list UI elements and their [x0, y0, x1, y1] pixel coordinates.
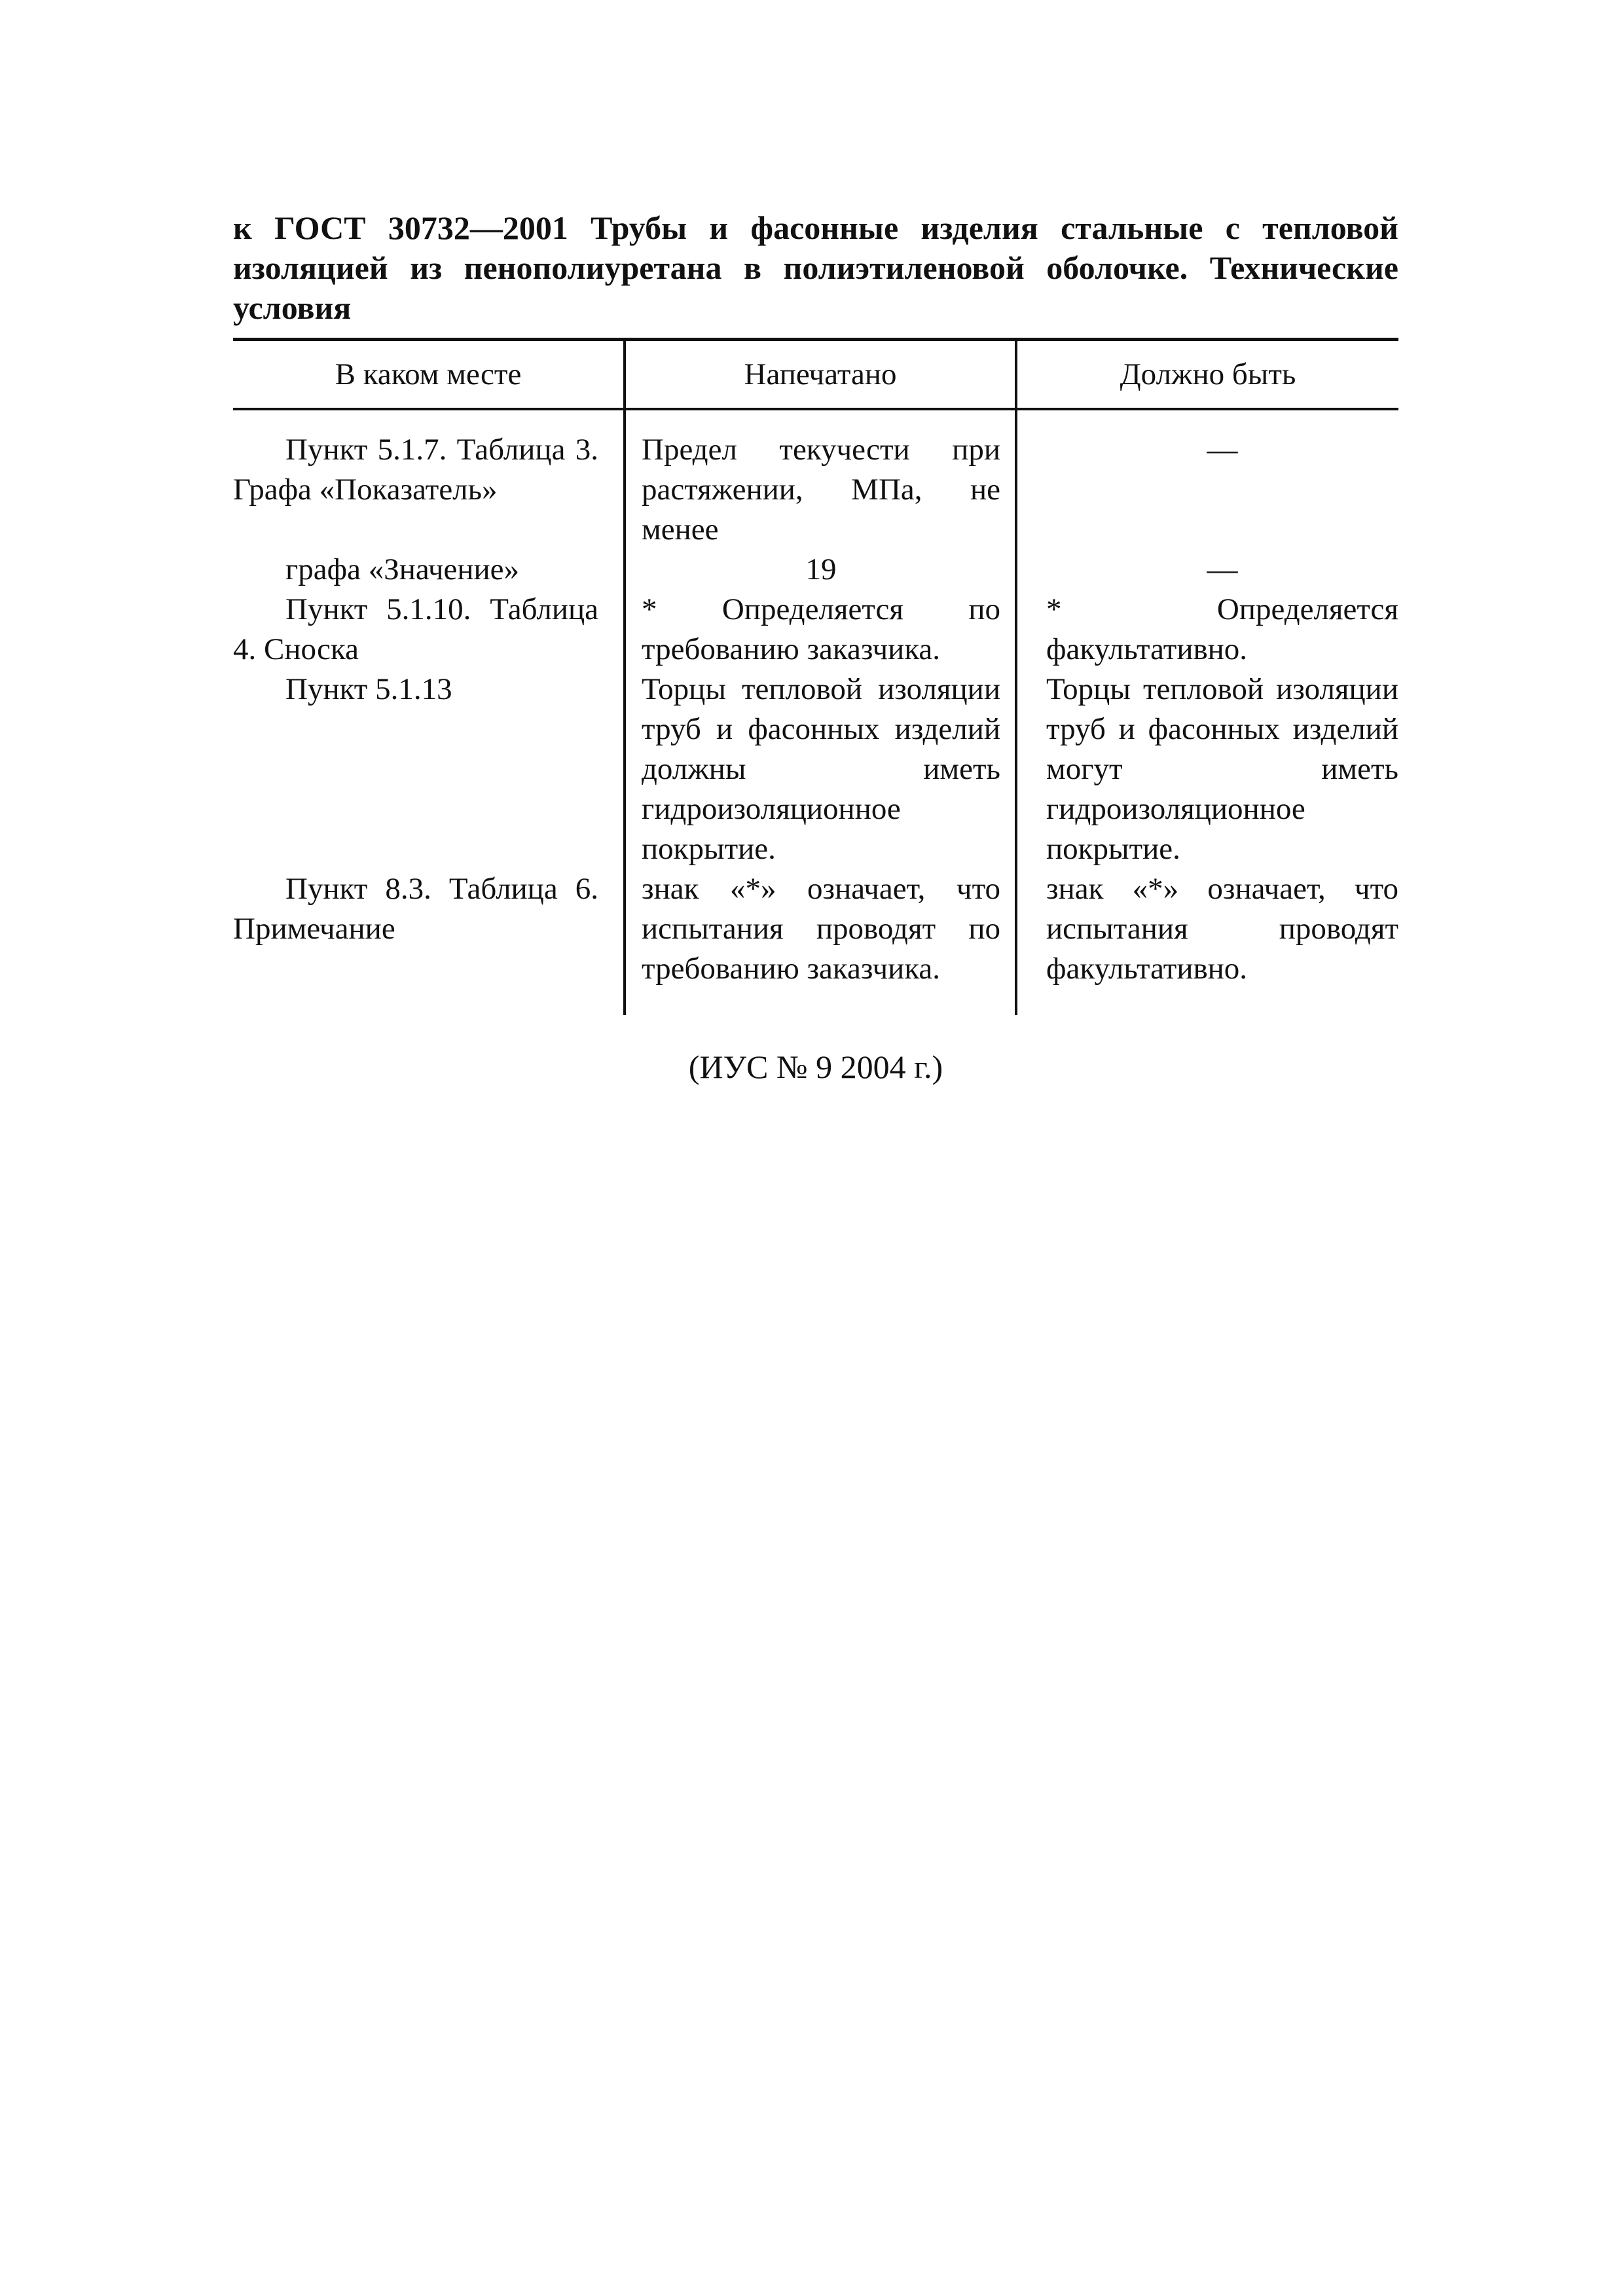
- row-location: графа «Значение»: [285, 552, 520, 586]
- table-row: [233, 869, 1398, 1015]
- table-header-row: [233, 340, 1398, 410]
- table-row: [233, 590, 1398, 670]
- table-row: [233, 670, 1398, 869]
- row-location: Пункт 8.3. Таблица 6. Примечание: [233, 872, 598, 946]
- row-correct: —: [1016, 550, 1398, 590]
- row-location: Пункт 5.1.10. Таблица 4. Сноска: [233, 592, 598, 666]
- row-correct: Торцы тепловой изоляции труб и фасонных изделий могут иметь гидроизоляционное покрытие.: [1016, 670, 1398, 869]
- table-row: [233, 550, 1398, 590]
- row-printed: Предел текучести при растяжении, МПа, не менее: [625, 409, 1016, 550]
- row-printed: 19: [625, 550, 1016, 590]
- errata-table: [233, 338, 1398, 1015]
- row-printed: * Определяется по требованию заказчика.: [625, 590, 1016, 670]
- document-title: к ГОСТ 30732—2001 Трубы и фасонные изделия стальные с тепловой изоляцией из пенополиуретана в полиэтиленовой оболочке. Технические условия: [233, 209, 1398, 326]
- row-printed: Торцы тепловой изоляции труб и фасонных изделий должны иметь гидроизоляционное покрытие.: [625, 670, 1016, 869]
- table-row: [233, 409, 1398, 550]
- row-correct: * Определяется факультативно.: [1016, 590, 1398, 670]
- row-location: Пункт 5.1.7. Таблица 3. Графа «Показатель»: [233, 433, 598, 507]
- header-location: В каком месте: [335, 357, 522, 391]
- row-correct: знак «*» означает, что испытания проводят факультативно.: [1016, 869, 1398, 1015]
- row-correct: —: [1016, 409, 1398, 550]
- row-printed: знак «*» означает, что испытания проводят по требованию заказчика.: [625, 869, 1016, 1015]
- row-location: Пункт 5.1.13: [285, 672, 452, 706]
- header-printed: Напечатано: [625, 340, 1016, 410]
- header-correct: Должно быть: [1016, 340, 1398, 410]
- source-reference: (ИУС № 9 2004 г.): [688, 1049, 943, 1085]
